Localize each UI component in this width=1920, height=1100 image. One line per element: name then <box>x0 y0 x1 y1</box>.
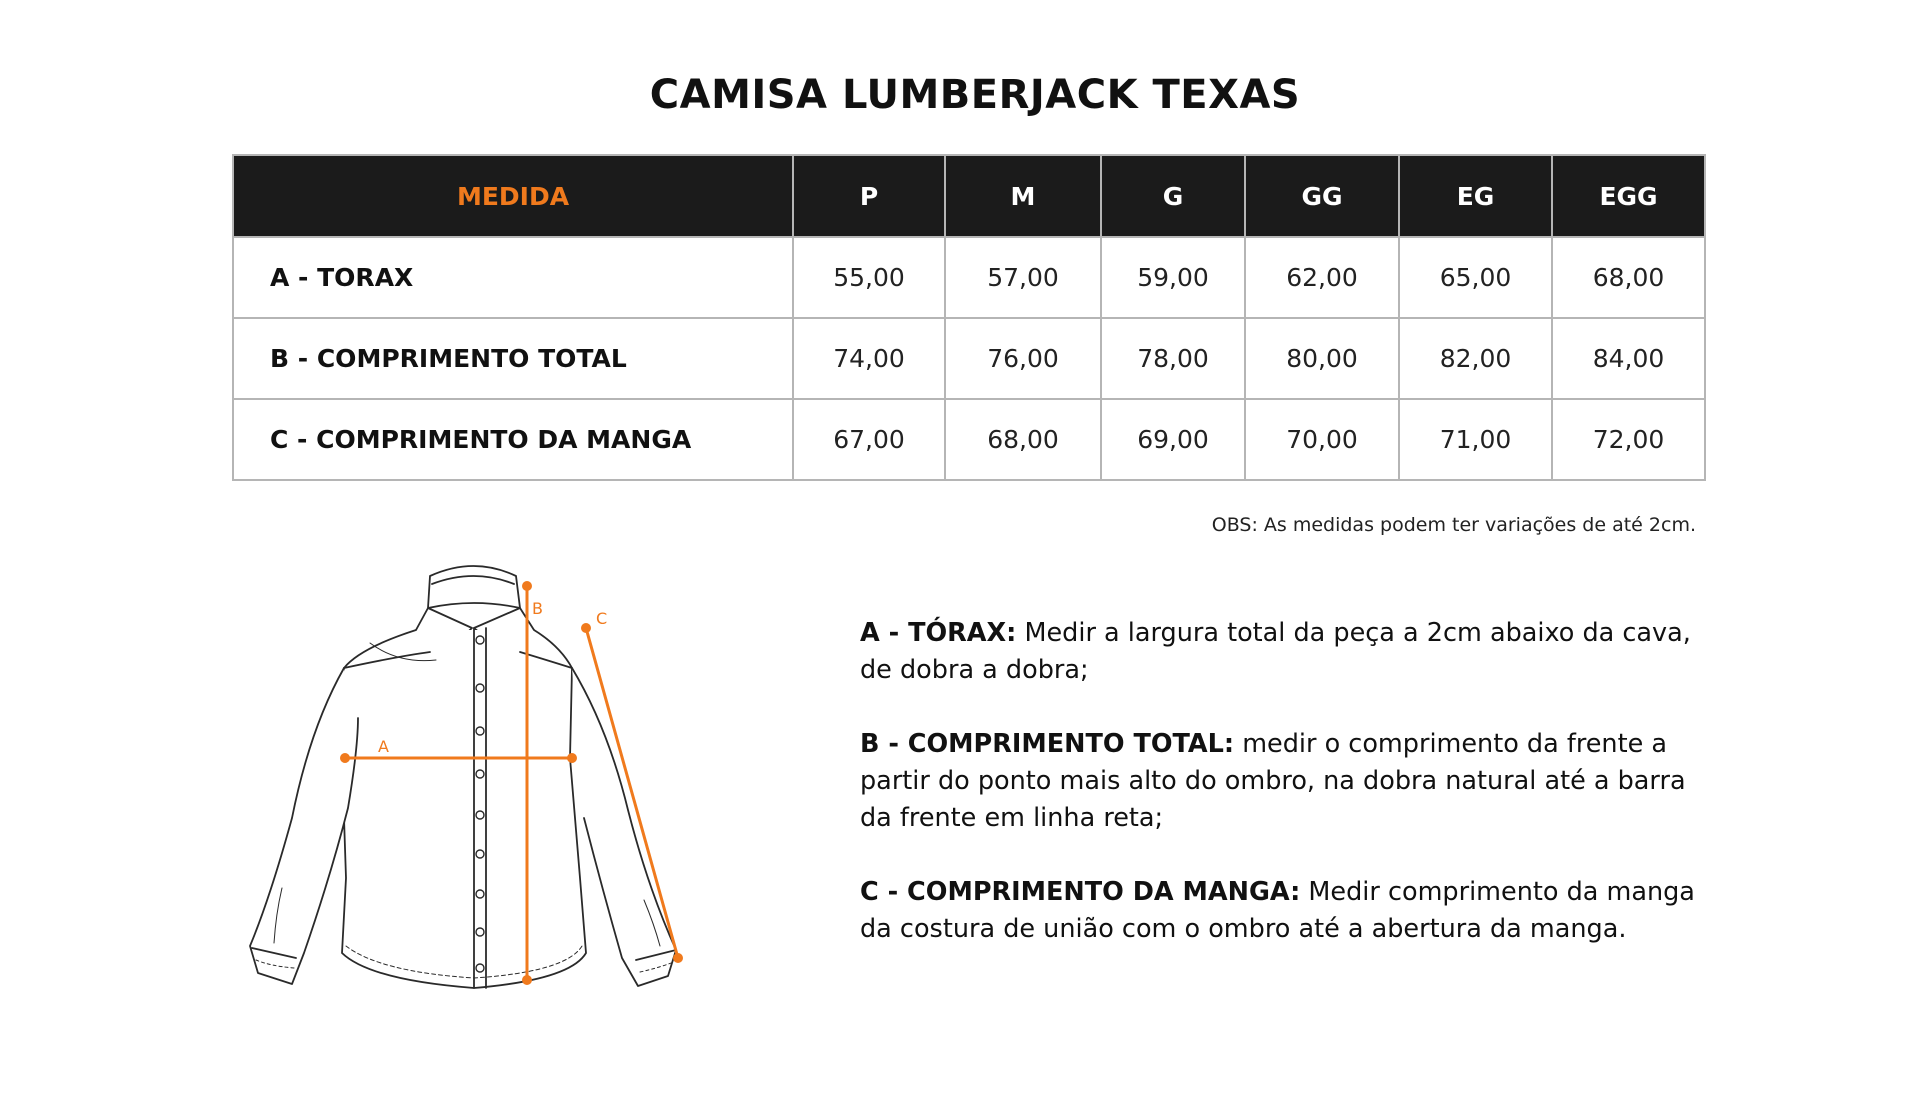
table-row <box>233 237 1705 318</box>
measure-label-c: C <box>596 609 608 628</box>
measurement-descriptions <box>860 615 1720 985</box>
description-item <box>860 615 1720 689</box>
description-term: C - COMPRIMENTO DA MANGA: <box>860 877 1301 907</box>
table-cell: 55,00 <box>793 237 945 318</box>
table-header-row <box>233 155 1705 237</box>
table-row <box>233 318 1705 399</box>
description-item <box>860 874 1720 948</box>
header-measure: MEDIDA <box>233 155 793 237</box>
shirt-diagram <box>230 548 750 1028</box>
table-cell: 76,00 <box>945 318 1101 399</box>
measure-label-a: A <box>378 737 389 756</box>
table-cell: 71,00 <box>1399 399 1552 480</box>
row-label: C - COMPRIMENTO DA MANGA <box>233 399 793 480</box>
table-cell: 82,00 <box>1399 318 1552 399</box>
table-cell: 68,00 <box>1552 237 1705 318</box>
header-size-g: G <box>1101 155 1245 237</box>
description-text: medir o comprimento da frente a partir do ponto mais alto do ombro, na dobra natural até a barra da frente em linha reta; <box>860 729 1686 833</box>
table-cell: 65,00 <box>1399 237 1552 318</box>
table-row <box>233 399 1705 480</box>
description-text: Medir comprimento da manga da costura de união com o ombro até a abertura da manga. <box>860 877 1695 944</box>
description-term: A - TÓRAX: <box>860 618 1017 648</box>
table-cell: 68,00 <box>945 399 1101 480</box>
measure-label-b: B <box>532 599 543 618</box>
row-label: A - TORAX <box>233 237 793 318</box>
table-cell: 67,00 <box>793 399 945 480</box>
size-table <box>232 154 1706 481</box>
description-text: Medir a largura total da peça a 2cm abaixo da cava, de dobra a dobra; <box>860 618 1691 685</box>
description-term: B - COMPRIMENTO TOTAL: <box>860 729 1235 759</box>
header-size-egg: EGG <box>1552 155 1705 237</box>
table-cell: 78,00 <box>1101 318 1245 399</box>
table-cell: 80,00 <box>1245 318 1399 399</box>
description-item <box>860 726 1720 837</box>
header-size-eg: EG <box>1399 155 1552 237</box>
page-title: CAMISA LUMBERJACK TEXAS <box>649 72 1301 118</box>
row-label: B - COMPRIMENTO TOTAL <box>233 318 793 399</box>
table-cell: 70,00 <box>1245 399 1399 480</box>
table-cell: 69,00 <box>1101 399 1245 480</box>
header-size-m: M <box>945 155 1101 237</box>
table-cell: 57,00 <box>945 237 1101 318</box>
table-cell: 84,00 <box>1552 318 1705 399</box>
shirt-outline <box>250 566 676 988</box>
measurement-note: OBS: As medidas podem ter variações de até 2cm. <box>1211 514 1696 536</box>
table-cell: 74,00 <box>793 318 945 399</box>
table-cell: 59,00 <box>1101 237 1245 318</box>
table-cell: 62,00 <box>1245 237 1399 318</box>
header-size-gg: GG <box>1245 155 1399 237</box>
header-size-p: P <box>793 155 945 237</box>
table-cell: 72,00 <box>1552 399 1705 480</box>
